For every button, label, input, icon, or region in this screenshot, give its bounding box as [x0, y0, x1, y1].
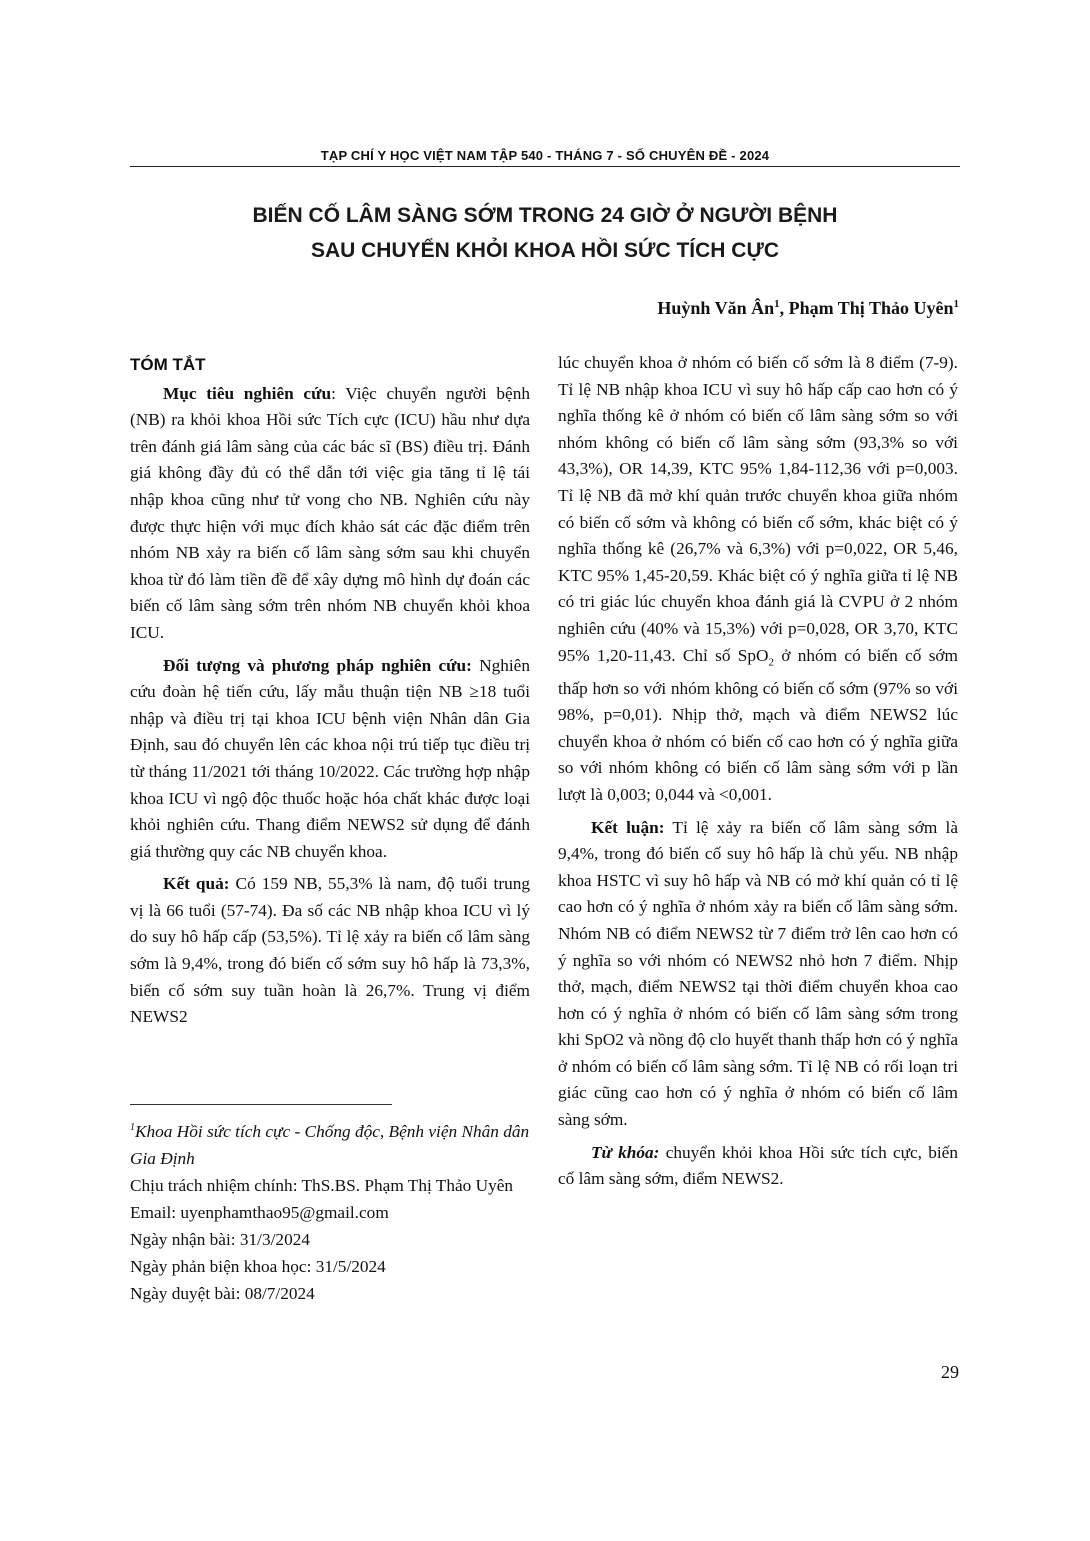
title-line-2: SAU CHUYỂN KHỎI KHOA HỒI SỨC TÍCH CỰC [310, 239, 780, 262]
email-line: Email: uyenphamthao95@gmail.com [130, 1202, 389, 1222]
author-1-affiliation-mark: 1 [774, 298, 780, 310]
affiliation-mark: 1 [130, 1122, 135, 1133]
keywords-text: chuyển khỏi khoa Hồi sức tích cực, biến cố lâm sàng sớm, điểm NEWS2. [558, 1142, 958, 1189]
corresponding-author: Chịu trách nhiệm chính: ThS.BS. Phạm Thị Thảo Uyên [130, 1175, 514, 1195]
conclusion-label: Kết luận: [591, 817, 665, 837]
accepted-date: Ngày duyệt bài: 08/7/2024 [130, 1283, 315, 1303]
conclusion-text: Tỉ lệ xảy ra biến cố lâm sàng sớm là 9,4%, trong đó biến cố suy hô hấp là chủ yếu. NB nhập khoa HSTC vì suy hô hấp và NB có mở khí quản có tỉ lệ cao hơn có ý nghĩa ở nhóm xảy ra biến cố lâm sàng sớm. Nhóm NB có điểm NEWS2 từ 7 điểm trở lên cao hơn có ý nghĩa so với nhóm có NEWS2 nhỏ hơn 7 điểm. Nhịp thở, mạch, điểm NEWS2 tại thời điểm chuyển khoa cao hơn có ý nghĩa ở nhóm có biến cố lâm sàng sớm trong khi SpO2 và nồng độ clo huyết thanh thấp hơn có ý nghĩa ở nhóm có biến cố lâm sàng sớm. Tỉ lệ NB có rối loạn tri giác cũng cao hơn có ý nghĩa ở nhóm có biến cố lâm sàng sớm. [558, 817, 959, 1130]
left-column [130, 350, 530, 1037]
footnote-rule [130, 1104, 392, 1105]
spo2-subscript: 2 [768, 655, 775, 668]
received-date: Ngày nhận bài: 31/3/2024 [130, 1229, 310, 1249]
results-label: Kết quả: [163, 874, 230, 894]
right-column [558, 350, 958, 1199]
author-2-affiliation-mark: 1 [953, 298, 959, 310]
results-text-right-a: lúc chuyển khoa ở nhóm có biến cố sớm là 8 điểm (7-9). Tỉ lệ NB nhập khoa ICU vì suy hô hấp cấp cao hơn có ý nghĩa thống kê ở nhóm có biến cố lâm sàng sớm so với nhóm không có biến cố lâm sàng sớm (93,3% so với 43,3%), OR 14,39, KTC 95% 1,84-112,36 với p=0,003. Tỉ lệ NB đã mở khí quản trước chuyển khoa giữa nhóm có biến cố sớm và không có biến cố sớm, khác biệt có ý nghĩa thống kê (26,7% và 6,3%) với p=0,022, OR 5,46, KTC 95% 1,45-20,59. Khác biệt có ý nghĩa giữa tỉ lệ NB có tri giác lúc chuyển khoa đánh giá là CVPU ở 2 nhóm nghiên cứu (40% và 15,3%) với p=0,028, OR 3,70, KTC 95% 1,20-11,43. Chỉ số SpO [558, 353, 958, 665]
reviewed-date: Ngày phản biện khoa học: 31/5/2024 [130, 1256, 386, 1276]
objective-text: : Việc chuyển người bệnh (NB) ra khỏi khoa Hồi sức Tích cực (ICU) hầu như dựa trên đánh giá lâm sàng của các bác sĩ (BS) điều trị. Đánh giá không đầy đủ có thể dẫn tới việc gia tăng tỉ lệ tái nhập khoa cũng như tử vong cho NB. Nghiên cứu này được thực hiện với mục đích khảo sát các đặc điểm trên nhóm NB xảy ra biến cố lâm sàng sớm sau khi chuyển khoa từ đó làm tiền đề để xây dựng mô hình dự đoán các biến cố lâm sàng sớm trên nhóm NB chuyển khỏi khoa ICU. [130, 383, 530, 642]
methods-text: Nghiên cứu đoàn hệ tiến cứu, lấy mẫu thuận tiện NB ≥18 tuổi nhập và điều trị tại khoa ICU bệnh viện Nhân dân Gia Định, sau đó chuyển lên các khoa nội trú tiếp tục điều trị từ tháng 11/2021 tới tháng 10/2022. Các trường hợp nhập khoa ICU vì ngộ độc thuốc hoặc hóa chất khác được loại khỏi nghiên cứu. Thang điểm NEWS2 sử dụng để đánh giá thường quy các NB chuyển khoa. [130, 655, 530, 861]
results-text-left: Có 159 NB, 55,3% là nam, độ tuổi trung vị là 66 tuổi (57-74). Đa số các NB nhập khoa ICU vì lý do suy hô hấp cấp (53,5%). Tỉ lệ xảy ra biến cố lâm sàng sớm là 9,4%, trong đó biến cố sớm suy hô hấp là 73,3%, biến cố sớm suy tuần hoàn là 26,7%. Trung vị điểm NEWS2 [130, 874, 530, 1027]
methods-paragraph [130, 653, 530, 866]
objective-paragraph [130, 381, 530, 647]
results-paragraph-right [558, 350, 958, 809]
affiliation-text: Khoa Hồi sức tích cực - Chống độc, Bệnh viện Nhân dân Gia Định [130, 1121, 530, 1168]
author-1: Huỳnh Văn Ân [657, 298, 775, 318]
footnote [130, 1114, 535, 1307]
results-text-right-b: ở nhóm có biến cố sớm thấp hơn so với nhóm không có biến cố sớm (97% so với 98%, p=0,01). Nhịp thở, mạch và điểm NEWS2 lúc chuyển khoa ở nhóm có biến cố cao hơn có ý nghĩa giữa so với nhóm không có biến cố lâm sàng sớm với p lần lượt là 0,003; 0,044 và <0,001. [558, 645, 958, 804]
author-separator: , [779, 298, 789, 318]
author-2: Phạm Thị Thảo Uyên [788, 298, 954, 318]
journal-header: TẠP CHÍ Y HỌC VIỆT NAM TẬP 540 - THÁNG 7 - SỐ CHUYÊN ĐỀ - 2024 [320, 148, 770, 163]
title-line-1: BIẾN CỐ LÂM SÀNG SỚM TRONG 24 GIỜ Ở NGƯỜI BỆNH [252, 204, 838, 227]
methods-label: Đối tượng và phương pháp nghiên cứu: [163, 655, 472, 675]
keywords-paragraph [558, 1140, 958, 1193]
conclusion-paragraph [558, 815, 958, 1134]
results-paragraph-left [130, 871, 530, 1031]
abstract-heading: TÓM TẮT [130, 355, 206, 374]
author-list [657, 298, 959, 319]
header-rule [130, 166, 960, 167]
article-title [130, 198, 960, 268]
keywords-label: Từ khóa: [591, 1142, 660, 1162]
objective-label: Mục tiêu nghiên cứu [163, 383, 332, 403]
affiliation-note [130, 1114, 535, 1172]
page-number: 29 [941, 1362, 959, 1382]
